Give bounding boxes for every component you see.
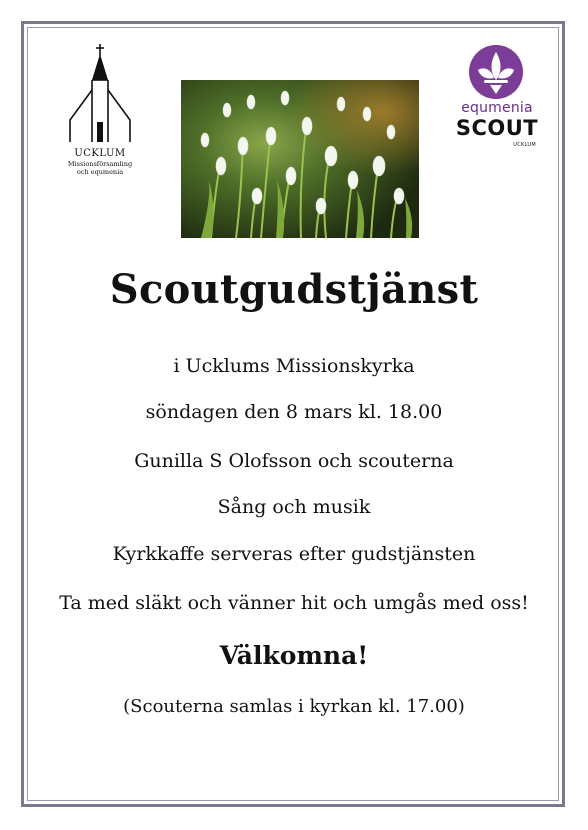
invitation-line: Ta med släkt och vänner hit och umgås med oss!: [59, 592, 529, 614]
gathering-note: (Scouterna samlas i kyrkan kl. 17.00): [123, 696, 465, 717]
church-logo-name: UCKLUM: [74, 148, 126, 159]
church-icon: [58, 42, 142, 152]
equmenia-label: equmenia: [461, 100, 533, 116]
page-title: Scoutgudstjänst: [109, 266, 479, 313]
venue-line: i Ucklums Missionskyrka: [173, 355, 415, 377]
scout-place-label: UCKLUM: [513, 142, 536, 148]
date-line: söndagen den 8 mars kl. 18.00: [145, 401, 443, 423]
snowdrop-photo: [181, 80, 419, 238]
church-logo-subtitle-line1: Missionsförsamling: [67, 160, 133, 168]
scout-label: SCOUT: [455, 116, 539, 140]
coffee-line: Kyrkkaffe serveras efter gudstjänsten: [112, 543, 476, 565]
fleur-de-lis-icon: [466, 44, 526, 102]
leader-line: Gunilla S Olofsson och scouterna: [134, 450, 454, 472]
church-logo-subtitle-line2: och equmenia: [76, 168, 124, 176]
church-logo-subtitle: [58, 160, 142, 176]
welcome-heading: Välkomna!: [219, 641, 369, 670]
snowdrop-flowers-icon: [181, 80, 419, 238]
music-line: Sång och musik: [217, 496, 371, 518]
equmenia-scout-logo: [452, 40, 542, 160]
